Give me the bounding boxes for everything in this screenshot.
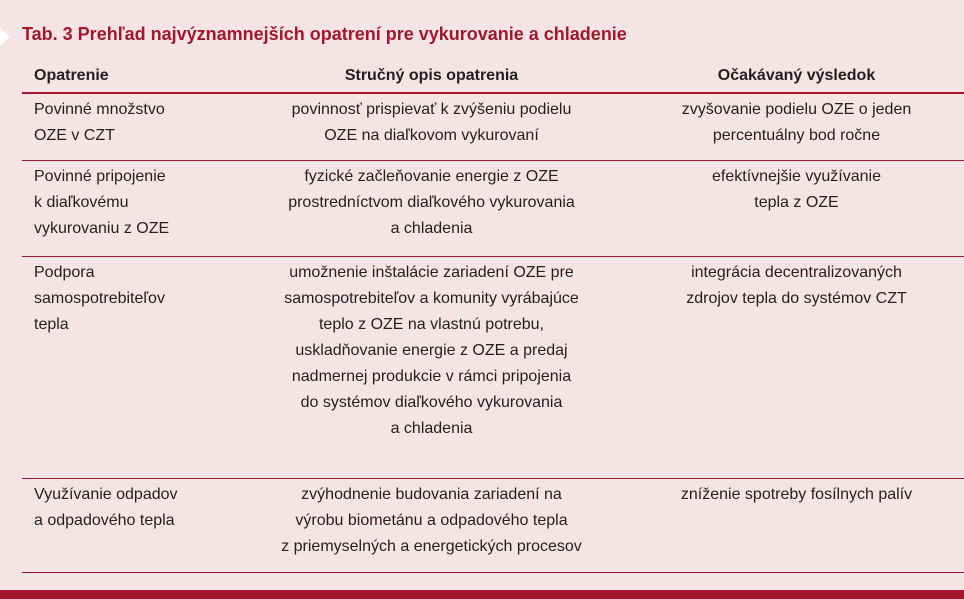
cell-measure	[22, 479, 234, 572]
cell-result-line: zníženie spotreby fosílnych palív	[680, 486, 913, 503]
cell-description-line: výrobu biometánu a odpadového tepla	[295, 512, 568, 529]
cell-description-line: fyzické začleňovanie energie z OZE	[304, 168, 559, 185]
cell-measure	[22, 94, 234, 160]
cell-result-line: zvyšovanie podielu OZE o jeden	[681, 101, 912, 118]
table-row	[22, 479, 964, 573]
cell-result-line: percentuálny bod ročne	[712, 127, 881, 144]
header-measure: Opatrenie	[34, 67, 109, 84]
table-row	[22, 161, 964, 257]
cell-measure-line: samospotrebiteľov	[34, 290, 165, 307]
cell-measure	[22, 257, 234, 478]
cell-result-line: integrácia decentralizovaných	[691, 264, 902, 281]
cell-description-line: zvýhodnenie budovania zariadení na	[301, 486, 562, 503]
table-header-row	[22, 60, 964, 94]
cell-measure-line: tepla	[34, 316, 69, 333]
cell-measure	[22, 161, 234, 256]
header-description: Stručný opis opatrenia	[344, 67, 519, 84]
footer-bar	[0, 590, 964, 599]
cell-measure-line: Podpora	[34, 264, 95, 281]
table-row	[22, 94, 964, 161]
cell-description	[234, 94, 629, 160]
cell-measure-line: a odpadového tepla	[34, 512, 175, 529]
cell-measure-line: Povinné pripojenie	[34, 168, 166, 185]
cell-result	[629, 479, 964, 572]
cell-description-line: prostredníctvom diaľkového vykurovania	[288, 194, 575, 211]
cell-description-line: povinnosť prispievať k zvýšeniu podielu	[291, 101, 572, 118]
cell-description-line: samospotrebiteľov a komunity vyrábajúce	[284, 290, 579, 307]
cell-description-line: a chladenia	[390, 220, 473, 237]
cell-description	[234, 161, 629, 256]
cell-description-line: OZE na diaľkovom vykurovaní	[324, 127, 539, 144]
measures-table	[22, 60, 964, 573]
cell-description	[234, 257, 629, 478]
cell-description-line: a chladenia	[390, 420, 473, 437]
cell-result	[629, 94, 964, 160]
cell-description	[234, 479, 629, 572]
cell-description-line: z priemyselných a energetických procesov	[281, 538, 582, 555]
cell-result	[629, 161, 964, 256]
header-result: Očakávaný výsledok	[717, 67, 876, 84]
cell-description-line: umožnenie inštalácie zariadení OZE pre	[289, 264, 574, 281]
cell-description-line: uskladňovanie energie z OZE a predaj	[295, 342, 568, 359]
cell-measure-line: vykurovaniu z OZE	[34, 220, 170, 237]
cell-description-line: do systémov diaľkového vykurovania	[300, 394, 563, 411]
cell-measure-line: k diaľkovému	[34, 194, 129, 211]
cell-result	[629, 257, 964, 478]
title-marker-icon	[0, 28, 10, 46]
cell-measure-line: Povinné množstvo	[34, 101, 165, 118]
cell-measure-line: Využívanie odpadov	[34, 486, 178, 503]
table-title: Tab. 3 Prehľad najvýznamnejších opatrení pre vykurovanie a chladenie	[22, 24, 627, 44]
cell-result-line: zdrojov tepla do systémov CZT	[686, 290, 907, 307]
table-row	[22, 257, 964, 479]
cell-description-line: nadmernej produkcie v rámci pripojenia	[291, 368, 572, 385]
cell-result-line: tepla z OZE	[754, 194, 839, 211]
cell-description-line: teplo z OZE na vlastnú potrebu,	[318, 316, 544, 333]
cell-measure-line: OZE v CZT	[34, 127, 115, 144]
cell-result-line: efektívnejšie využívanie	[712, 168, 881, 185]
